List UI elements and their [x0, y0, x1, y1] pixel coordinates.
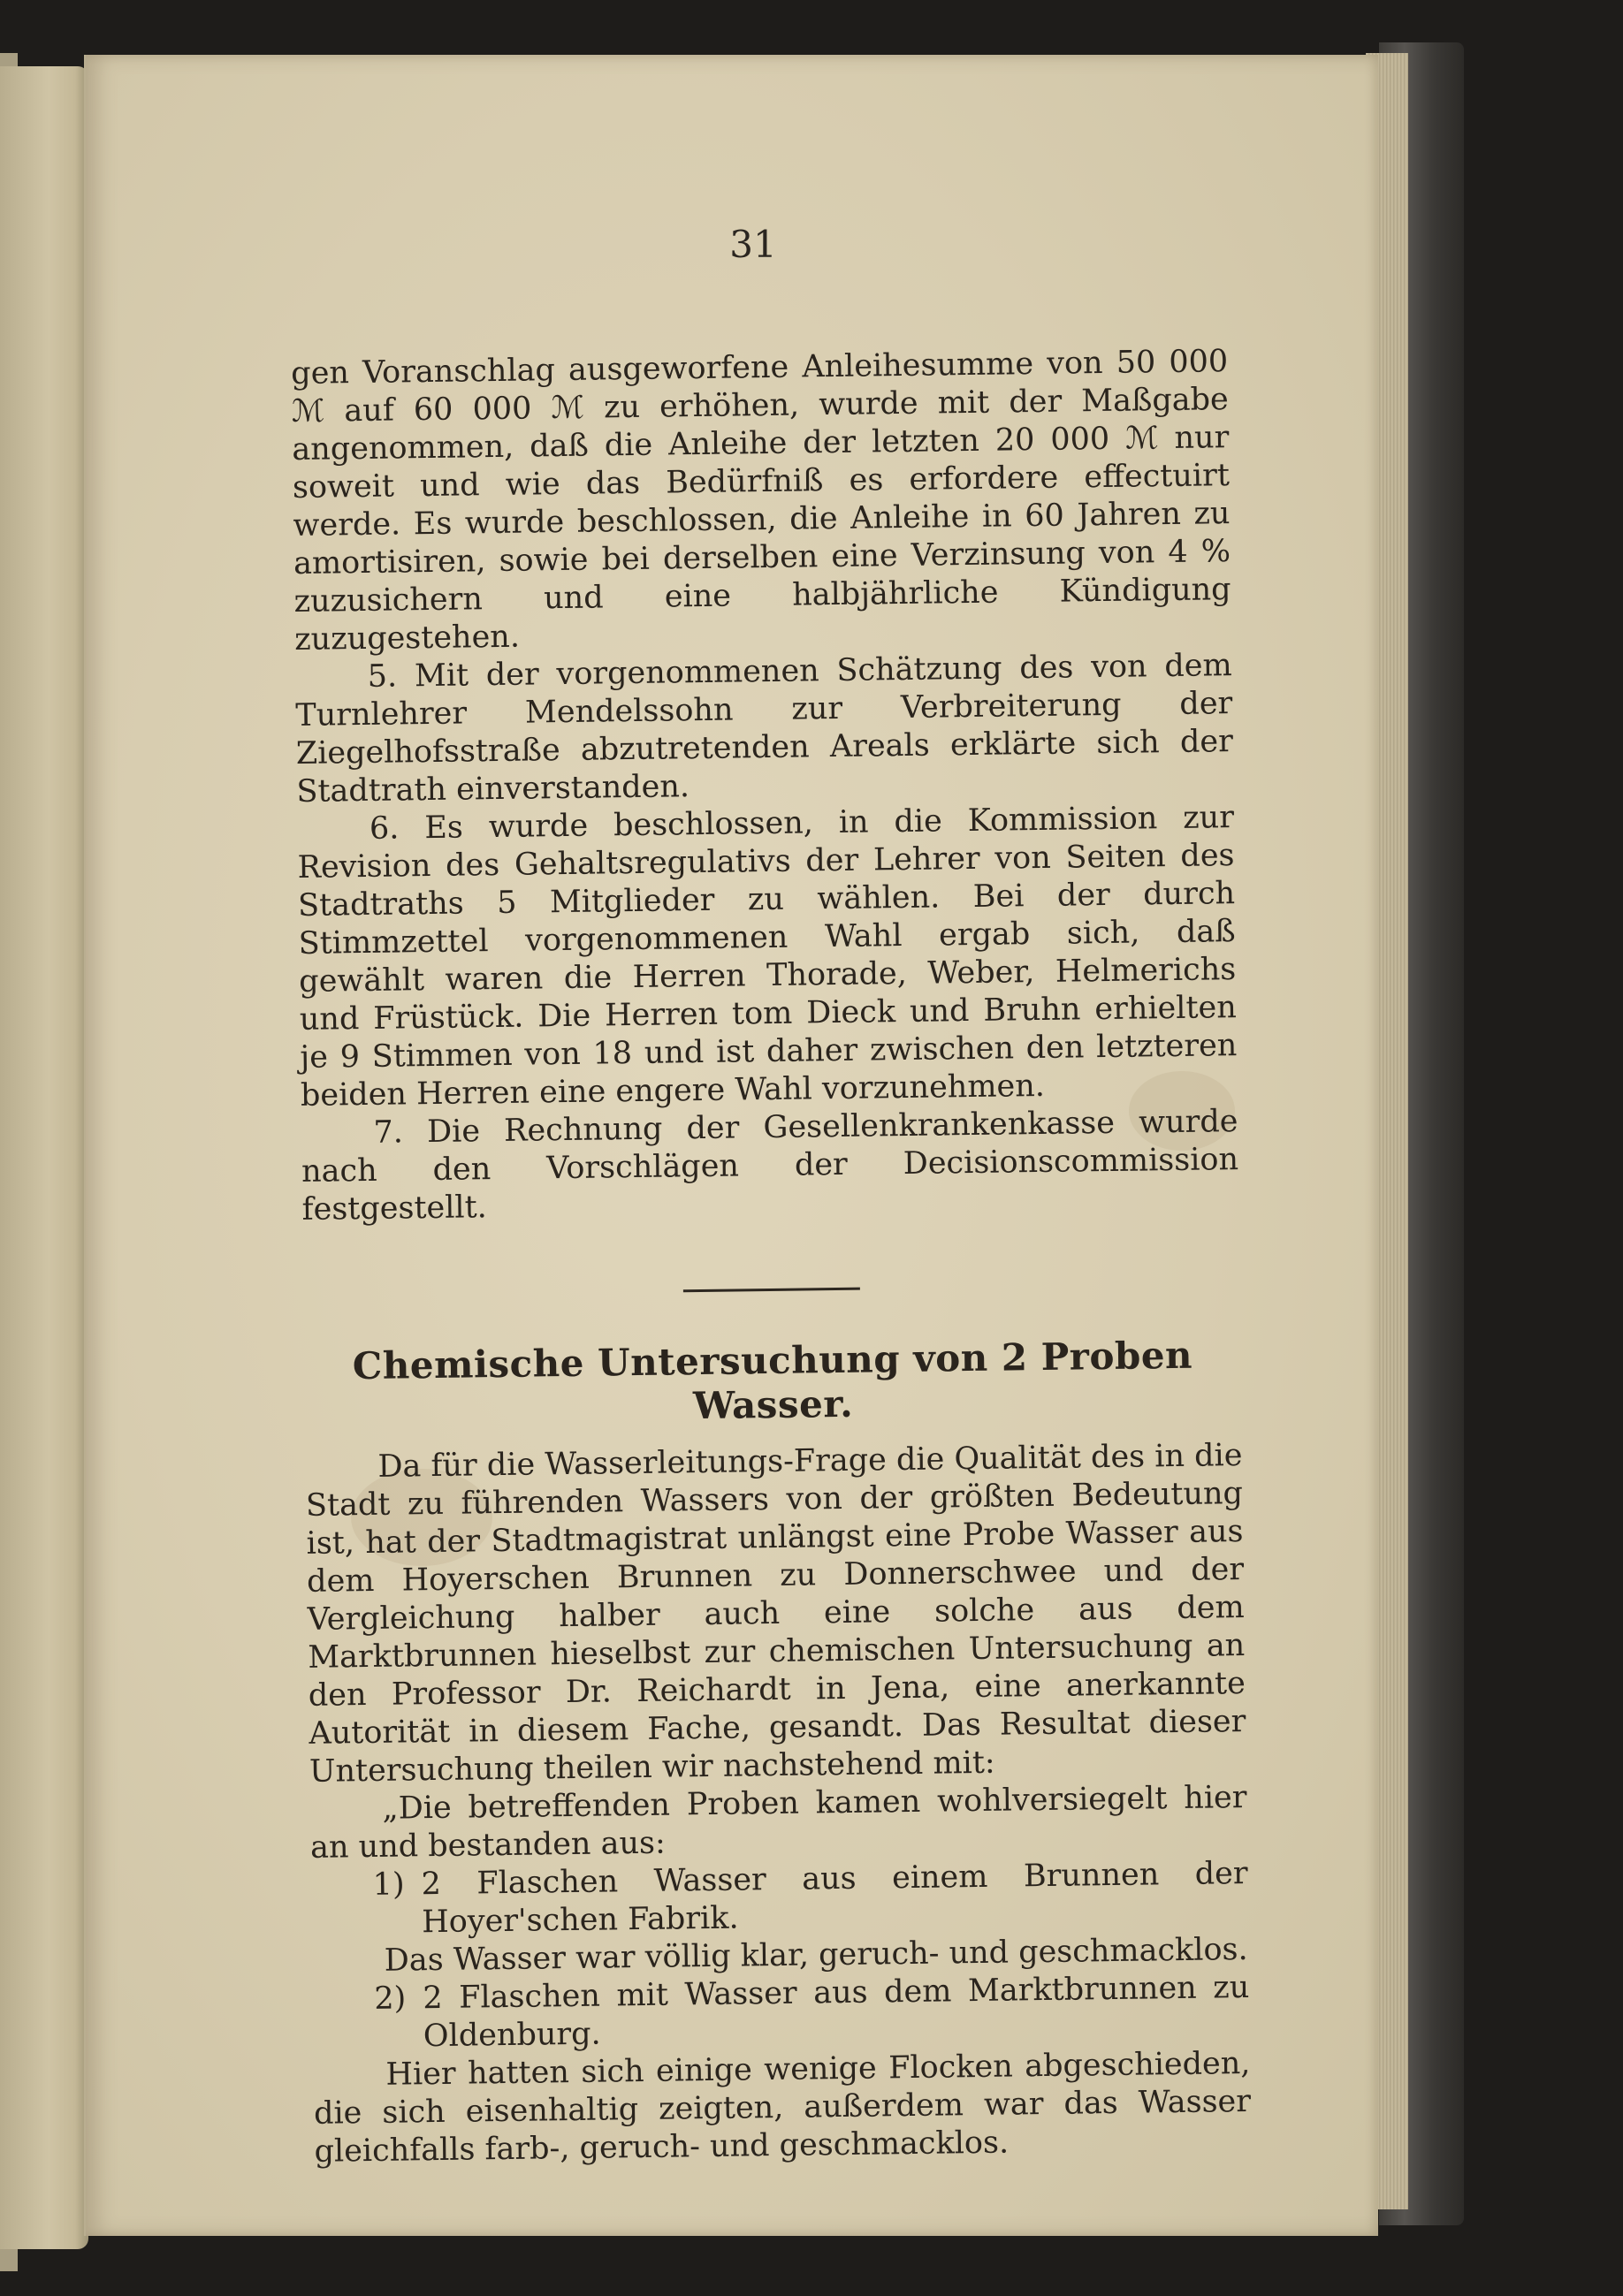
paragraph-item-7: 7. Die Rechnung der Gesellenkrankenkasse wurde nach den Vorschlägen der Decisionscommission festgestellt. [301, 1104, 1239, 1228]
list-number: 2) [374, 1980, 407, 2017]
paragraph-closing: Hier hatten sich einige wenige Flocken abgeschieden, die sich eisenhaltig zeigten, außerdem war das Wasser gleichfalls farb-, geruch- und geschmacklos. [313, 2045, 1252, 2170]
paragraph-intro: Da für die Wasserleitungs-Frage die Qualität des in die Stadt zu führenden Wassers von der größten Bedeutung ist, hat der Stadtmagistrat unlängst eine Probe Wasser aus dem Hoyerschen Brunnen zu Donnerschwee und der Vergleichung halber auch eine solche aus dem Marktbrunnen hieselbst zur chemischen Untersuchung an den Professor Dr. Reichardt in Jena, eine anerkannte Autorität in diesem Fache, gesandt. Das Resultat dieser Untersuchung theilen wir nachstehend mit: [305, 1438, 1246, 1790]
list-item-text: 2 Flaschen mit Wasser aus dem Marktbrunnen zu Oldenburg. [423, 1969, 1250, 2055]
list-item-2 [312, 1969, 1250, 2057]
book-page [84, 55, 1378, 2236]
paragraph-loan: gen Voranschlag ausgeworfene Anleihesumme von 50 000 ℳ auf 60 000 ℳ zu erhöhen, wurde mit der Maßgabe angenommen, daß die Anleihe der letzten 20 000 ℳ nur soweit und wie das Bedürfniß es erfordere effectuirt werde. Es wurde beschlossen, die Anleihe in 60 Jahren zu amortisiren, sowie bei derselben eine Verzinsung von 4 % zuzusichern und eine halbjährliche Kündigung zuzugestehen. [291, 344, 1231, 658]
left-page [0, 66, 88, 2249]
list-number: 1) [372, 1866, 405, 1903]
page-number: 31 [729, 223, 777, 266]
paragraph-item-5: 5. Mit der vorgenommenen Schätzung des von dem Turnlehrer Mendelssohn zur Verbreiterung der Ziegelhofsstraße abzutretenden Areals erklärte sich der Stadtrath einverstanden. [295, 648, 1234, 810]
list-item-text: 2 Flaschen Wasser aus einem Brunnen der Hoyer'schen Fabrik. [421, 1855, 1248, 1941]
page-body [291, 343, 1252, 2171]
paragraph-quote-start: „Die betreffenden Proben kamen wohlversiegelt hier an und bestanden aus: [309, 1779, 1247, 1866]
section-heading: Chemische Untersuchung von 2 Proben Wasser. [352, 1333, 1193, 1428]
section-divider [683, 1288, 860, 1293]
paragraph-item-6: 6. Es wurde beschlossen, in die Kommission zur Revision des Gehaltsregulativs der Lehrer von Seiten des Stadtraths 5 Mitglieder zu wählen. Bei der durch Stimmzettel vorgenommenen Wahl ergab sich, daß gewählt waren die Herren Thorade, Weber, Helmerichs und Früstück. Die Herren tom Dieck und Bruhn erhielten je 9 Stimmen von 18 und ist daher zwischen den letzteren beiden Herren eine engere Wahl vorzunehmen. [297, 800, 1238, 1114]
list-item-1 [310, 1855, 1248, 1943]
paragraph-item-1-note: Das Wasser war völlig klar, geruch- und geschmacklos. [384, 1931, 1248, 1979]
